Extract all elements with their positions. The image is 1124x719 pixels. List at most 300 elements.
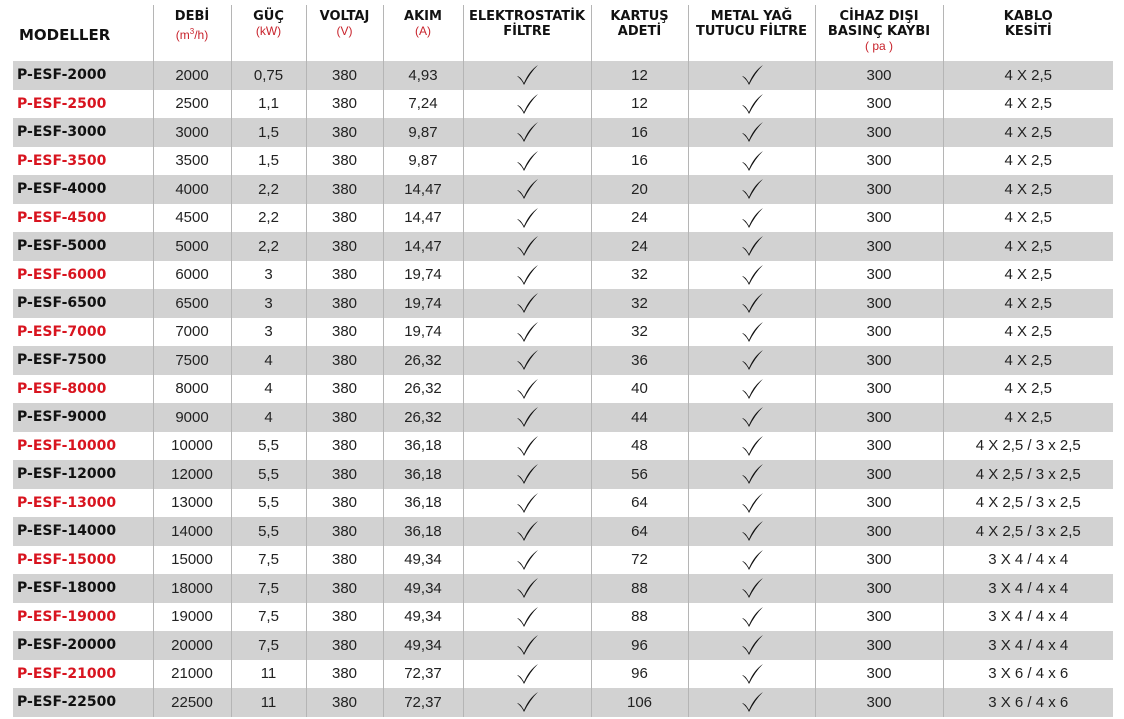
cell-kartus: 36 — [591, 346, 688, 375]
cell-model: P-ESF-20000 — [13, 631, 153, 660]
cell-akim: 72,37 — [383, 688, 463, 717]
checkmark-icon — [739, 348, 765, 372]
cell-akim: 36,18 — [383, 432, 463, 461]
cell-kablo: 4 X 2,5 — [943, 118, 1113, 147]
table-row — [13, 346, 1113, 375]
cell-basinc: 300 — [815, 517, 943, 546]
cell-kartus: 88 — [591, 603, 688, 632]
header-cihaz-disi: CİHAZ DIŞI BASINÇ KAYBI ( pa ) — [815, 5, 943, 61]
cell-model: P-ESF-21000 — [13, 660, 153, 689]
cell-basinc: 300 — [815, 147, 943, 176]
cell-metal-yag — [688, 147, 815, 176]
table-row — [13, 631, 1113, 660]
header-kablo: KABLO KESİTİ — [943, 5, 1113, 61]
cell-kartus: 56 — [591, 460, 688, 489]
cell-akim: 49,34 — [383, 546, 463, 575]
cell-elektrostatik — [463, 232, 591, 261]
cell-debi: 4500 — [153, 204, 231, 233]
cell-model: P-ESF-6000 — [13, 261, 153, 290]
cell-metal-yag — [688, 175, 815, 204]
cell-voltaj: 380 — [306, 375, 383, 404]
cell-elektrostatik — [463, 603, 591, 632]
table-row — [13, 660, 1113, 689]
cell-akim: 4,93 — [383, 61, 463, 90]
cell-metal-yag — [688, 631, 815, 660]
checkmark-icon — [739, 462, 765, 486]
cell-guc: 4 — [231, 375, 306, 404]
cell-kablo: 4 X 2,5 / 3 x 2,5 — [943, 517, 1113, 546]
header-akim: AKIM (A) — [383, 5, 463, 61]
checkmark-icon — [739, 320, 765, 344]
cell-model: P-ESF-4500 — [13, 204, 153, 233]
cell-debi: 18000 — [153, 574, 231, 603]
checkmark-icon — [739, 605, 765, 629]
cell-voltaj: 380 — [306, 318, 383, 347]
cell-elektrostatik — [463, 546, 591, 575]
cell-voltaj: 380 — [306, 175, 383, 204]
cell-voltaj: 380 — [306, 489, 383, 518]
cell-metal-yag — [688, 517, 815, 546]
cell-voltaj: 380 — [306, 232, 383, 261]
cell-metal-yag — [688, 660, 815, 689]
cell-elektrostatik — [463, 204, 591, 233]
cell-kablo: 3 X 6 / 4 x 6 — [943, 688, 1113, 717]
cell-basinc: 300 — [815, 175, 943, 204]
checkmark-icon — [739, 234, 765, 258]
cell-kartus: 32 — [591, 318, 688, 347]
header-kartus: KARTUŞ ADETİ — [591, 5, 688, 61]
cell-elektrostatik — [463, 375, 591, 404]
cell-metal-yag — [688, 375, 815, 404]
cell-elektrostatik — [463, 574, 591, 603]
cell-debi: 21000 — [153, 660, 231, 689]
checkmark-icon — [514, 548, 540, 572]
cell-debi: 8000 — [153, 375, 231, 404]
cell-kartus: 12 — [591, 90, 688, 119]
cell-kablo: 4 X 2,5 — [943, 289, 1113, 318]
cell-basinc: 300 — [815, 660, 943, 689]
cell-voltaj: 380 — [306, 90, 383, 119]
cell-voltaj: 380 — [306, 631, 383, 660]
cell-basinc: 300 — [815, 318, 943, 347]
cell-voltaj: 380 — [306, 61, 383, 90]
checkmark-icon — [514, 263, 540, 287]
cell-metal-yag — [688, 90, 815, 119]
cell-kartus: 16 — [591, 118, 688, 147]
table-row — [13, 688, 1113, 717]
checkmark-icon — [739, 206, 765, 230]
checkmark-icon — [739, 690, 765, 714]
cell-voltaj: 380 — [306, 688, 383, 717]
cell-metal-yag — [688, 574, 815, 603]
cell-basinc: 300 — [815, 574, 943, 603]
checkmark-icon — [514, 576, 540, 600]
cell-voltaj: 380 — [306, 118, 383, 147]
cell-debi: 4000 — [153, 175, 231, 204]
table-row — [13, 289, 1113, 318]
cell-model: P-ESF-7500 — [13, 346, 153, 375]
cell-elektrostatik — [463, 175, 591, 204]
cell-debi: 2500 — [153, 90, 231, 119]
cell-voltaj: 380 — [306, 460, 383, 489]
table-row — [13, 90, 1113, 119]
cell-kartus: 64 — [591, 517, 688, 546]
cell-basinc: 300 — [815, 204, 943, 233]
checkmark-icon — [514, 377, 540, 401]
cell-basinc: 300 — [815, 232, 943, 261]
cell-kartus: 64 — [591, 489, 688, 518]
cell-guc: 5,5 — [231, 517, 306, 546]
cell-elektrostatik — [463, 318, 591, 347]
cell-kablo: 3 X 4 / 4 x 4 — [943, 631, 1113, 660]
table-row — [13, 175, 1113, 204]
table-row — [13, 232, 1113, 261]
unit-basinc: ( pa ) — [864, 39, 893, 53]
cell-debi: 15000 — [153, 546, 231, 575]
cell-metal-yag — [688, 460, 815, 489]
cell-akim: 14,47 — [383, 232, 463, 261]
checkmark-icon — [514, 605, 540, 629]
cell-guc: 7,5 — [231, 574, 306, 603]
unit-voltaj: (V) — [336, 24, 353, 38]
cell-kablo: 3 X 4 / 4 x 4 — [943, 603, 1113, 632]
cell-kartus: 24 — [591, 232, 688, 261]
table-row — [13, 603, 1113, 632]
cell-model: P-ESF-2000 — [13, 61, 153, 90]
cell-model: P-ESF-10000 — [13, 432, 153, 461]
cell-metal-yag — [688, 261, 815, 290]
cell-voltaj: 380 — [306, 574, 383, 603]
cell-metal-yag — [688, 603, 815, 632]
cell-akim: 9,87 — [383, 118, 463, 147]
checkmark-icon — [514, 519, 540, 543]
cell-model: P-ESF-14000 — [13, 517, 153, 546]
cell-voltaj: 380 — [306, 403, 383, 432]
cell-akim: 19,74 — [383, 289, 463, 318]
checkmark-icon — [739, 576, 765, 600]
cell-debi: 6000 — [153, 261, 231, 290]
cell-debi: 14000 — [153, 517, 231, 546]
checkmark-icon — [514, 690, 540, 714]
checkmark-icon — [514, 291, 540, 315]
cell-guc: 1,5 — [231, 118, 306, 147]
cell-elektrostatik — [463, 90, 591, 119]
cell-akim: 36,18 — [383, 489, 463, 518]
cell-model: P-ESF-7000 — [13, 318, 153, 347]
cell-guc: 2,2 — [231, 175, 306, 204]
cell-basinc: 300 — [815, 546, 943, 575]
cell-debi: 2000 — [153, 61, 231, 90]
cell-metal-yag — [688, 232, 815, 261]
cell-guc: 1,1 — [231, 90, 306, 119]
cell-elektrostatik — [463, 403, 591, 432]
unit-guc: (kW) — [255, 24, 282, 38]
checkmark-icon — [739, 662, 765, 686]
header-metal-yag: METAL YAĞ TUTUCU FİLTRE — [688, 5, 815, 61]
checkmark-icon — [739, 491, 765, 515]
cell-kartus: 48 — [591, 432, 688, 461]
checkmark-icon — [739, 519, 765, 543]
cell-akim: 36,18 — [383, 460, 463, 489]
cell-model: P-ESF-3500 — [13, 147, 153, 176]
cell-kartus: 96 — [591, 631, 688, 660]
header-models: MODELLER — [13, 5, 153, 61]
cell-model: P-ESF-5000 — [13, 232, 153, 261]
checkmark-icon — [514, 662, 540, 686]
checkmark-icon — [739, 405, 765, 429]
cell-kablo: 4 X 2,5 / 3 x 2,5 — [943, 460, 1113, 489]
cell-guc: 5,5 — [231, 460, 306, 489]
checkmark-icon — [514, 633, 540, 657]
cell-kablo: 4 X 2,5 — [943, 346, 1113, 375]
cell-debi: 9000 — [153, 403, 231, 432]
cell-kablo: 4 X 2,5 — [943, 318, 1113, 347]
cell-model: P-ESF-18000 — [13, 574, 153, 603]
cell-kablo: 3 X 6 / 4 x 6 — [943, 660, 1113, 689]
table-row — [13, 204, 1113, 233]
cell-kablo: 3 X 4 / 4 x 4 — [943, 574, 1113, 603]
cell-guc: 7,5 — [231, 631, 306, 660]
cell-guc: 3 — [231, 261, 306, 290]
cell-model: P-ESF-2500 — [13, 90, 153, 119]
cell-kartus: 16 — [591, 147, 688, 176]
cell-voltaj: 380 — [306, 660, 383, 689]
checkmark-icon — [514, 177, 540, 201]
cell-akim: 49,34 — [383, 574, 463, 603]
unit-akim: (A) — [415, 24, 431, 38]
cell-model: P-ESF-22500 — [13, 688, 153, 717]
cell-guc: 11 — [231, 660, 306, 689]
cell-kablo: 4 X 2,5 — [943, 147, 1113, 176]
checkmark-icon — [514, 149, 540, 173]
cell-basinc: 300 — [815, 631, 943, 660]
cell-basinc: 300 — [815, 432, 943, 461]
cell-guc: 2,2 — [231, 204, 306, 233]
cell-guc: 7,5 — [231, 603, 306, 632]
cell-kablo: 4 X 2,5 — [943, 375, 1113, 404]
cell-akim: 26,32 — [383, 375, 463, 404]
cell-kablo: 4 X 2,5 — [943, 204, 1113, 233]
cell-kablo: 4 X 2,5 / 3 x 2,5 — [943, 432, 1113, 461]
cell-kartus: 32 — [591, 261, 688, 290]
cell-guc: 4 — [231, 346, 306, 375]
cell-basinc: 300 — [815, 688, 943, 717]
table-row — [13, 61, 1113, 90]
cell-basinc: 300 — [815, 90, 943, 119]
cell-voltaj: 380 — [306, 147, 383, 176]
table-row — [13, 489, 1113, 518]
cell-metal-yag — [688, 403, 815, 432]
cell-metal-yag — [688, 289, 815, 318]
cell-elektrostatik — [463, 346, 591, 375]
cell-debi: 6500 — [153, 289, 231, 318]
cell-kablo: 4 X 2,5 — [943, 90, 1113, 119]
cell-debi: 12000 — [153, 460, 231, 489]
cell-kablo: 4 X 2,5 — [943, 232, 1113, 261]
checkmark-icon — [514, 234, 540, 258]
cell-elektrostatik — [463, 631, 591, 660]
cell-model: P-ESF-3000 — [13, 118, 153, 147]
cell-debi: 3000 — [153, 118, 231, 147]
cell-akim: 36,18 — [383, 517, 463, 546]
cell-kablo: 3 X 4 / 4 x 4 — [943, 546, 1113, 575]
cell-model: P-ESF-9000 — [13, 403, 153, 432]
cell-basinc: 300 — [815, 603, 943, 632]
cell-kartus: 44 — [591, 403, 688, 432]
checkmark-icon — [739, 149, 765, 173]
table-row — [13, 403, 1113, 432]
cell-model: P-ESF-4000 — [13, 175, 153, 204]
checkmark-icon — [514, 348, 540, 372]
checkmark-icon — [739, 263, 765, 287]
table-row — [13, 118, 1113, 147]
cell-guc: 5,5 — [231, 432, 306, 461]
cell-model: P-ESF-12000 — [13, 460, 153, 489]
cell-akim: 49,34 — [383, 603, 463, 632]
cell-kartus: 96 — [591, 660, 688, 689]
cell-akim: 49,34 — [383, 631, 463, 660]
checkmark-icon — [739, 377, 765, 401]
cell-model: P-ESF-8000 — [13, 375, 153, 404]
checkmark-icon — [514, 92, 540, 116]
table-row — [13, 432, 1113, 461]
cell-kablo: 4 X 2,5 — [943, 61, 1113, 90]
cell-kablo: 4 X 2,5 / 3 x 2,5 — [943, 489, 1113, 518]
cell-guc: 4 — [231, 403, 306, 432]
cell-debi: 22500 — [153, 688, 231, 717]
header-row — [13, 5, 1113, 61]
cell-basinc: 300 — [815, 489, 943, 518]
cell-basinc: 300 — [815, 261, 943, 290]
header-debi: DEBİ $(m^3/h)$ — [153, 5, 231, 61]
checkmark-icon — [514, 462, 540, 486]
cell-akim: 14,47 — [383, 175, 463, 204]
cell-debi: 7500 — [153, 346, 231, 375]
cell-kartus: 12 — [591, 61, 688, 90]
cell-metal-yag — [688, 489, 815, 518]
cell-akim: 7,24 — [383, 90, 463, 119]
cell-basinc: 300 — [815, 118, 943, 147]
checkmark-icon — [739, 63, 765, 87]
cell-metal-yag — [688, 118, 815, 147]
cell-akim: 9,87 — [383, 147, 463, 176]
checkmark-icon — [514, 206, 540, 230]
checkmark-icon — [514, 320, 540, 344]
checkmark-icon — [514, 434, 540, 458]
cell-elektrostatik — [463, 660, 591, 689]
checkmark-icon — [739, 633, 765, 657]
cell-voltaj: 380 — [306, 603, 383, 632]
cell-metal-yag — [688, 432, 815, 461]
cell-basinc: 300 — [815, 460, 943, 489]
cell-kablo: 4 X 2,5 — [943, 261, 1113, 290]
cell-elektrostatik — [463, 289, 591, 318]
table-row — [13, 318, 1113, 347]
table-row — [13, 261, 1113, 290]
cell-guc: 7,5 — [231, 546, 306, 575]
cell-akim: 72,37 — [383, 660, 463, 689]
cell-debi: 5000 — [153, 232, 231, 261]
cell-basinc: 300 — [815, 375, 943, 404]
cell-model: P-ESF-15000 — [13, 546, 153, 575]
cell-guc: 1,5 — [231, 147, 306, 176]
cell-kartus: 32 — [591, 289, 688, 318]
cell-kartus: 20 — [591, 175, 688, 204]
spec-table — [13, 5, 1113, 717]
cell-elektrostatik — [463, 147, 591, 176]
cell-elektrostatik — [463, 460, 591, 489]
checkmark-icon — [739, 434, 765, 458]
cell-metal-yag — [688, 346, 815, 375]
unit-debi: $(m^3/h)$ — [175, 27, 209, 42]
cell-model: P-ESF-19000 — [13, 603, 153, 632]
checkmark-icon — [739, 92, 765, 116]
cell-elektrostatik — [463, 118, 591, 147]
cell-voltaj: 380 — [306, 204, 383, 233]
cell-akim: 19,74 — [383, 261, 463, 290]
cell-elektrostatik — [463, 261, 591, 290]
header-elektrostatik: ELEKTROSTATİK FİLTRE — [463, 5, 591, 61]
cell-kartus: 72 — [591, 546, 688, 575]
cell-elektrostatik — [463, 61, 591, 90]
cell-kartus: 40 — [591, 375, 688, 404]
cell-metal-yag — [688, 61, 815, 90]
checkmark-icon — [514, 405, 540, 429]
checkmark-icon — [514, 120, 540, 144]
cell-voltaj: 380 — [306, 432, 383, 461]
table-row — [13, 517, 1113, 546]
cell-guc: 3 — [231, 289, 306, 318]
table-row — [13, 147, 1113, 176]
cell-voltaj: 380 — [306, 517, 383, 546]
checkmark-icon — [514, 63, 540, 87]
checkmark-icon — [739, 177, 765, 201]
cell-guc: 3 — [231, 318, 306, 347]
cell-metal-yag — [688, 318, 815, 347]
cell-debi: 10000 — [153, 432, 231, 461]
checkmark-icon — [739, 291, 765, 315]
cell-akim: 26,32 — [383, 346, 463, 375]
table-row — [13, 460, 1113, 489]
cell-guc: 2,2 — [231, 232, 306, 261]
cell-basinc: 300 — [815, 289, 943, 318]
cell-model: P-ESF-13000 — [13, 489, 153, 518]
cell-kartus: 88 — [591, 574, 688, 603]
cell-akim: 19,74 — [383, 318, 463, 347]
cell-voltaj: 380 — [306, 289, 383, 318]
cell-debi: 3500 — [153, 147, 231, 176]
cell-voltaj: 380 — [306, 546, 383, 575]
cell-metal-yag — [688, 688, 815, 717]
cell-kablo: 4 X 2,5 — [943, 403, 1113, 432]
cell-debi: 20000 — [153, 631, 231, 660]
cell-guc: 0,75 — [231, 61, 306, 90]
table-row — [13, 546, 1113, 575]
checkmark-icon — [739, 548, 765, 572]
checkmark-icon — [514, 491, 540, 515]
cell-kartus: 106 — [591, 688, 688, 717]
cell-kablo: 4 X 2,5 — [943, 175, 1113, 204]
cell-model: P-ESF-6500 — [13, 289, 153, 318]
cell-guc: 11 — [231, 688, 306, 717]
header-voltaj: VOLTAJ (V) — [306, 5, 383, 61]
cell-voltaj: 380 — [306, 261, 383, 290]
cell-akim: 26,32 — [383, 403, 463, 432]
table-row — [13, 375, 1113, 404]
checkmark-icon — [739, 120, 765, 144]
cell-metal-yag — [688, 546, 815, 575]
cell-voltaj: 380 — [306, 346, 383, 375]
